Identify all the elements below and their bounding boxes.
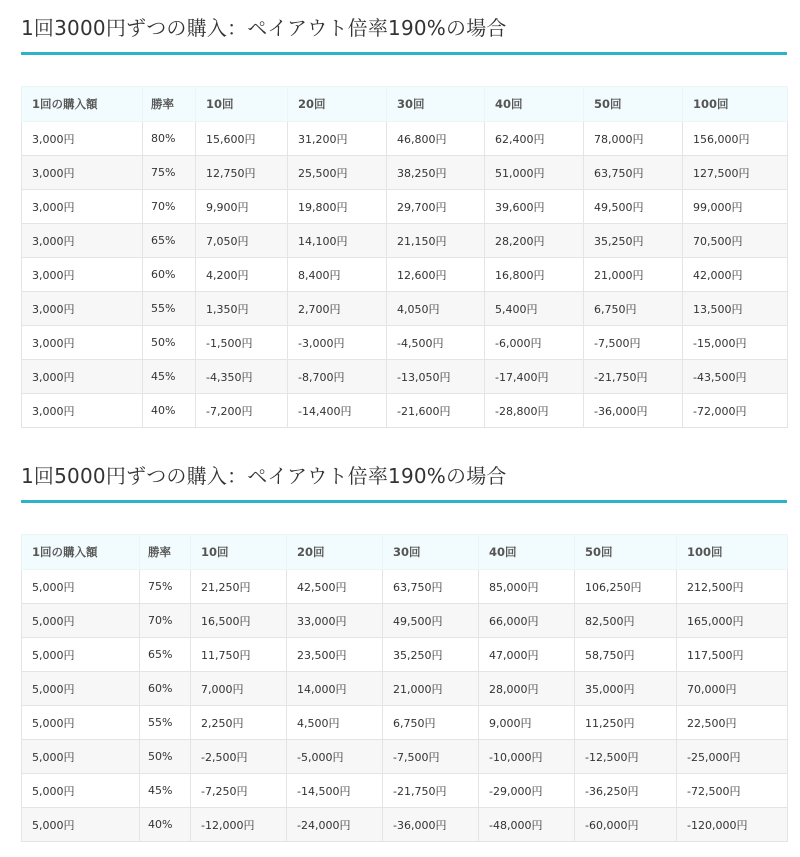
- table-cell: 33,000円: [287, 604, 383, 638]
- table-cell: -120,000円: [677, 808, 788, 842]
- table-cell: 6,750円: [383, 706, 479, 740]
- table-cell: 3,000円: [22, 360, 143, 394]
- table-cell: 40%: [143, 394, 196, 428]
- table-cell: -21,600円: [387, 394, 485, 428]
- column-header: 1回の購入額: [22, 87, 143, 122]
- table-cell: 14,100円: [288, 224, 387, 258]
- table-cell: 165,000円: [677, 604, 788, 638]
- table-cell: 5,000円: [22, 638, 140, 672]
- table-cell: -3,000円: [288, 326, 387, 360]
- table-cell: 70%: [143, 190, 196, 224]
- table-cell: 3,000円: [22, 258, 143, 292]
- table-cell: 28,200円: [485, 224, 584, 258]
- table-cell: 1,350円: [196, 292, 288, 326]
- table-cell: -7,250円: [191, 774, 287, 808]
- table-cell: 3,000円: [22, 326, 143, 360]
- table-cell: 13,500円: [683, 292, 788, 326]
- table-cell: -60,000円: [575, 808, 677, 842]
- table-cell: -12,000円: [191, 808, 287, 842]
- table-cell: -43,500円: [683, 360, 788, 394]
- table-cell: -36,250円: [575, 774, 677, 808]
- table-cell: -2,500円: [191, 740, 287, 774]
- table-cell: 21,150円: [387, 224, 485, 258]
- table-cell: 46,800円: [387, 122, 485, 156]
- table-cell: -10,000円: [479, 740, 575, 774]
- table-cell: 22,500円: [677, 706, 788, 740]
- table-cell: 28,000円: [479, 672, 575, 706]
- table-cell: -29,000円: [479, 774, 575, 808]
- table-cell: 99,000円: [683, 190, 788, 224]
- profit-table-5000: [21, 534, 788, 842]
- table-cell: 80%: [143, 122, 196, 156]
- table-row: [22, 672, 788, 706]
- table-cell: 42,000円: [683, 258, 788, 292]
- table-cell: -12,500円: [575, 740, 677, 774]
- table-cell: 156,000円: [683, 122, 788, 156]
- section-5000: [21, 460, 787, 842]
- table-cell: 40%: [140, 808, 191, 842]
- table-cell: -7,500円: [383, 740, 479, 774]
- column-header: 20回: [287, 535, 383, 570]
- table-row: [22, 604, 788, 638]
- column-header: 30回: [383, 535, 479, 570]
- table-row: [22, 638, 788, 672]
- table-cell: 4,200円: [196, 258, 288, 292]
- table-cell: 39,600円: [485, 190, 584, 224]
- table-cell: 78,000円: [584, 122, 683, 156]
- table-cell: 49,500円: [584, 190, 683, 224]
- column-header: 50回: [575, 535, 677, 570]
- table-cell: 70%: [140, 604, 191, 638]
- table-row: [22, 258, 788, 292]
- table-cell: -1,500円: [196, 326, 288, 360]
- table-cell: 70,500円: [683, 224, 788, 258]
- table-cell: 42,500円: [287, 570, 383, 604]
- table-cell: 35,000円: [575, 672, 677, 706]
- table-cell: -4,350円: [196, 360, 288, 394]
- column-header: 10回: [196, 87, 288, 122]
- table-cell: 60%: [143, 258, 196, 292]
- column-header: 40回: [479, 535, 575, 570]
- heading-underline: [21, 500, 787, 503]
- table-cell: 15,600円: [196, 122, 288, 156]
- table-cell: 70,000円: [677, 672, 788, 706]
- table-cell: 21,000円: [584, 258, 683, 292]
- table-cell: 58,750円: [575, 638, 677, 672]
- table-row: [22, 122, 788, 156]
- table-cell: -8,700円: [288, 360, 387, 394]
- table-cell: 82,500円: [575, 604, 677, 638]
- table-cell: 45%: [143, 360, 196, 394]
- column-header: 20回: [288, 87, 387, 122]
- table-row: [22, 224, 788, 258]
- table-cell: 4,050円: [387, 292, 485, 326]
- table-cell: 8,400円: [288, 258, 387, 292]
- table-cell: 63,750円: [584, 156, 683, 190]
- table-cell: 31,200円: [288, 122, 387, 156]
- table-cell: -7,500円: [584, 326, 683, 360]
- table-cell: 23,500円: [287, 638, 383, 672]
- table-cell: 35,250円: [383, 638, 479, 672]
- table-row: [22, 326, 788, 360]
- table-cell: 5,000円: [22, 774, 140, 808]
- table-row: [22, 292, 788, 326]
- table-cell: 117,500円: [677, 638, 788, 672]
- profit-table-3000: [21, 86, 788, 428]
- table-cell: 85,000円: [479, 570, 575, 604]
- heading-underline: [21, 52, 787, 55]
- table-cell: -7,200円: [196, 394, 288, 428]
- table-cell: -21,750円: [584, 360, 683, 394]
- table-cell: 75%: [140, 570, 191, 604]
- table-cell: 19,800円: [288, 190, 387, 224]
- table-header: [22, 87, 788, 122]
- table-cell: 21,250円: [191, 570, 287, 604]
- table-cell: 16,800円: [485, 258, 584, 292]
- table-cell: 63,750円: [383, 570, 479, 604]
- table-cell: 7,050円: [196, 224, 288, 258]
- table-cell: 12,750円: [196, 156, 288, 190]
- table-cell: 212,500円: [677, 570, 788, 604]
- table-cell: -72,000円: [683, 394, 788, 428]
- table-cell: 35,250円: [584, 224, 683, 258]
- table-cell: 5,400円: [485, 292, 584, 326]
- table-cell: 3,000円: [22, 292, 143, 326]
- table-cell: -25,000円: [677, 740, 788, 774]
- table-cell: -5,000円: [287, 740, 383, 774]
- table-cell: 55%: [143, 292, 196, 326]
- table-cell: -72,500円: [677, 774, 788, 808]
- table-body: [22, 570, 788, 842]
- table-cell: 75%: [143, 156, 196, 190]
- table-cell: 51,000円: [485, 156, 584, 190]
- table-cell: -14,500円: [287, 774, 383, 808]
- table-cell: 6,750円: [584, 292, 683, 326]
- table-row: [22, 706, 788, 740]
- column-header: 30回: [387, 87, 485, 122]
- table-cell: -4,500円: [387, 326, 485, 360]
- table-cell: 50%: [143, 326, 196, 360]
- table-cell: -48,000円: [479, 808, 575, 842]
- table-header: [22, 535, 788, 570]
- table-cell: -14,400円: [288, 394, 387, 428]
- table-cell: 14,000円: [287, 672, 383, 706]
- table-cell: 65%: [140, 638, 191, 672]
- table-cell: 65%: [143, 224, 196, 258]
- table-row: [22, 808, 788, 842]
- table-cell: 11,750円: [191, 638, 287, 672]
- table-cell: -36,000円: [584, 394, 683, 428]
- table-cell: 29,700円: [387, 190, 485, 224]
- table-cell: 3,000円: [22, 190, 143, 224]
- table-cell: 5,000円: [22, 706, 140, 740]
- column-header: 50回: [584, 87, 683, 122]
- table-cell: 3,000円: [22, 156, 143, 190]
- table-cell: 106,250円: [575, 570, 677, 604]
- table-cell: 5,000円: [22, 570, 140, 604]
- header-row: [22, 535, 788, 570]
- table-cell: 3,000円: [22, 394, 143, 428]
- table-cell: -17,400円: [485, 360, 584, 394]
- table-cell: 66,000円: [479, 604, 575, 638]
- column-header: 10回: [191, 535, 287, 570]
- table-cell: 38,250円: [387, 156, 485, 190]
- table-cell: 5,000円: [22, 740, 140, 774]
- column-header: 勝率: [140, 535, 191, 570]
- table-cell: 3,000円: [22, 224, 143, 258]
- column-header: 勝率: [143, 87, 196, 122]
- table-cell: -15,000円: [683, 326, 788, 360]
- table-cell: 127,500円: [683, 156, 788, 190]
- table-cell: 47,000円: [479, 638, 575, 672]
- table-cell: 9,000円: [479, 706, 575, 740]
- table-row: [22, 360, 788, 394]
- table-cell: 2,250円: [191, 706, 287, 740]
- table-cell: 5,000円: [22, 604, 140, 638]
- section-title: 1回5000円ずつの購入：ペイアウト倍率190%の場合: [21, 464, 507, 488]
- table-row: [22, 156, 788, 190]
- table-cell: 12,600円: [387, 258, 485, 292]
- table-cell: 11,250円: [575, 706, 677, 740]
- table-cell: 49,500円: [383, 604, 479, 638]
- table-cell: 62,400円: [485, 122, 584, 156]
- section-3000: [21, 12, 787, 428]
- column-header: 100回: [683, 87, 788, 122]
- table-cell: 21,000円: [383, 672, 479, 706]
- table-cell: 2,700円: [288, 292, 387, 326]
- table-cell: 7,000円: [191, 672, 287, 706]
- table-cell: -28,800円: [485, 394, 584, 428]
- table-row: [22, 570, 788, 604]
- table-cell: -13,050円: [387, 360, 485, 394]
- column-header: 40回: [485, 87, 584, 122]
- table-row: [22, 394, 788, 428]
- table-row: [22, 190, 788, 224]
- table-cell: 5,000円: [22, 808, 140, 842]
- section-title: 1回3000円ずつの購入：ペイアウト倍率190%の場合: [21, 16, 507, 40]
- table-cell: 4,500円: [287, 706, 383, 740]
- table-cell: -6,000円: [485, 326, 584, 360]
- table-cell: -36,000円: [383, 808, 479, 842]
- table-cell: 50%: [140, 740, 191, 774]
- table-body: [22, 122, 788, 428]
- table-cell: 5,000円: [22, 672, 140, 706]
- table-cell: 9,900円: [196, 190, 288, 224]
- table-cell: 60%: [140, 672, 191, 706]
- table-row: [22, 740, 788, 774]
- table-cell: -21,750円: [383, 774, 479, 808]
- table-cell: -24,000円: [287, 808, 383, 842]
- header-row: [22, 87, 788, 122]
- table-cell: 55%: [140, 706, 191, 740]
- table-cell: 3,000円: [22, 122, 143, 156]
- table-cell: 45%: [140, 774, 191, 808]
- column-header: 100回: [677, 535, 788, 570]
- table-cell: 16,500円: [191, 604, 287, 638]
- table-cell: 25,500円: [288, 156, 387, 190]
- table-row: [22, 774, 788, 808]
- column-header: 1回の購入額: [22, 535, 140, 570]
